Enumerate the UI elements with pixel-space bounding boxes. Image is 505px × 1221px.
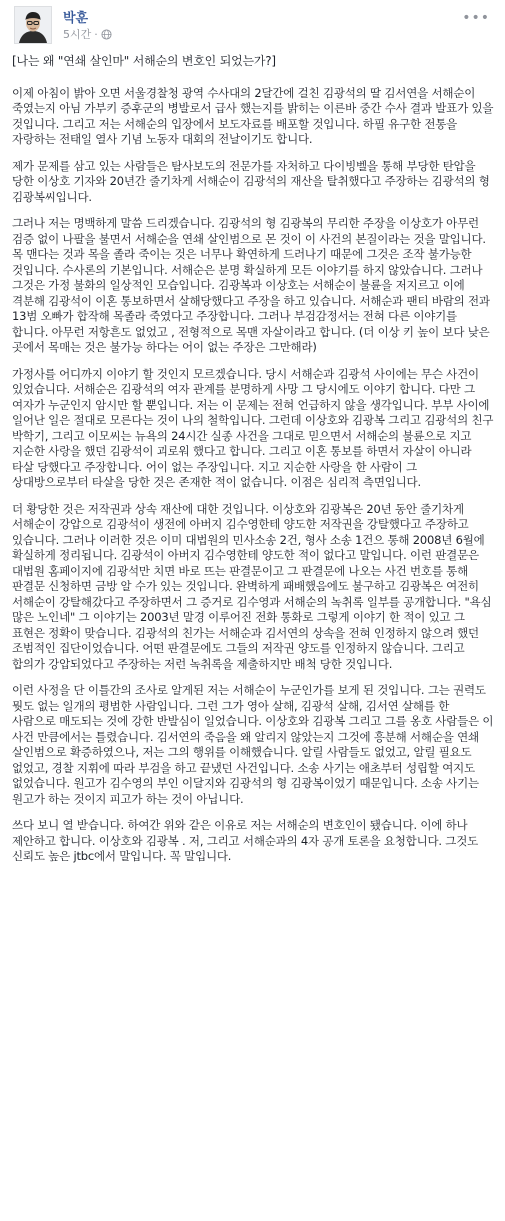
globe-icon [101, 29, 112, 40]
more-options-icon[interactable]: ••• [462, 10, 490, 26]
author-name[interactable]: 박훈 [63, 11, 89, 26]
post-paragraph-2: 제가 문제를 삼고 있는 사람들은 탐사보도의 전문가를 자처하고 다이빙벨을 통해 부당한 탄압을 당한 이상호 기자와 20년간 줄기차게 서해순이 김광석의 재산을 탈취했다고 주장하는 김광석의 형 김광복씨입니다. [12, 158, 490, 204]
post-paragraph-3: 그러나 저는 명백하게 말씀 드리겠습니다. 김광석의 형 김광복의 무리한 주장을 이상호가 아무런 검증 없이 나팔을 불면서 서해순을 연쇄 살인범으로 몬 것이 이 사건의 본질이라는 것을 말입니다. 목 맨다는 것과 목을 졸라 죽이는 것은 너무나 확연하게 드러나기 때문에 그것은 조작 불가능한 것입니다. 수사론의 기본입니다. 서해순은 분명 확실하게 모든 이야기를 하지 않았습니다. 그러나 그것은 가정 불화의 일상적인 모습입니다. 김광복과 이상호는 서해순이 불륜을 저지르고 이에 격분해 김광석이 이혼 통보하면서 살해당했다고 주장을 하고 있습니다. 서해순과 팬티 바람의 전과 13범 오빠가 합작해 목졸라 죽였다고 주장합니다. 그러나 부검감정서는 전혀 다른 이야기를 합니다. 아무런 저항흔도 없었고 , 전형적으로 목맨 자살이라고 합니다. (더 이상 키 높이 보다 낮은 곳에서 목매는 것은 불가능 하다는 어이 없는 주장은 그만해라) [12, 216, 490, 354]
profile-photo-icon [15, 7, 51, 43]
post-timestamp[interactable]: 5시간 [63, 28, 92, 41]
post-meta [63, 26, 112, 42]
post-header [9, 4, 496, 48]
post-paragraph-7: 쓰다 보니 열 받습니다. 하여간 위와 같은 이유로 저는 서해순의 변호인이 됐습니다. 이에 하나 제안하고 합니다. 이상호와 김광복 . 저, 그리고 서해순과의 4자 공개 토론을 요청합니다. 그것도 신뢰도 높은 jtbc에서 말입니다. 꼭 말입니다. [12, 818, 479, 863]
post-title: [나는 왜 "연쇄 살인마" 서해순의 변호인 되었는가?] [12, 54, 276, 68]
post-paragraph-4: 가정사를 어디까지 이야기 할 것인지 모르겠습니다. 당시 서해순과 김광석 사이에는 무슨 사건이 있었습니다. 서해순은 김광석의 여자 관계를 분명하게 사망 그 당시에도 이야기 합니다. 다만 그 여자가 누군인지 암시만 할 뿐입니다. 저는 이 문제는 전혀 언급하지 않을 생각입니다. 부부 사이에 일어난 일은 절대로 모른다는 것이 나의 철학입니다. 그런데 이상호와 김광복 그리고 김광석의 친구 박학기, 그리고 이모씨는 뉴욕의 24시간 실종 사건을 그대로 믿으면서 서해순의 불륜으로 지고 지순한 사랑을 했던 김광석이 괴로워 했다고 합니다. 그리고 이혼 통보를 하면서 자살이 아니라 타살 당했다고 주장합니다. 어이 없는 주장입니다. 지고 지순한 사랑을 한 사람이 그 상대방으로부터 타살을 당한 것은 존재한 적이 없습니다. 이점은 심리적 측면입니다. [12, 366, 494, 489]
meta-separator: · [94, 27, 98, 41]
avatar[interactable] [14, 6, 52, 44]
post-paragraph-6: 이런 사정을 단 이틀간의 조사로 알게된 저는 서해순이 누군인가를 보게 된 것입니다. 그는 권력도 뭣도 없는 일개의 평범한 사람입니다. 그런 그가 영아 살해, 김광석 살해, 김서연 살해를 한 사람으로 매도되는 것에 강한 반발심이 일었습니다. 이상호와 김광복 그리고 그를 옹호 사람들은 이 사건 만큼에서는 틀렸습니다. 김서연의 죽음을 왜 알리지 않았는지 그것에 흥분해 서해순을 연쇄 살인범으로 확증하였으나, 저는 그의 행위를 이해했습니다. 알릴 사람들도 없었고, 알릴 필요도 없었고, 경찰 지휘에 따라 부검을 하고 끝냈던 사건입니다. 소송 사기는 애초부터 성립할 여지도 없었습니다. 원고가 김수영의 부인 이달지와 김광석의 형 김광복이었기 때문입니다. 소송 사기는 원고가 하는 것이지 피고가 하는 것이 아닙니다. [12, 683, 494, 806]
post-paragraph-5: 더 황당한 것은 저작권과 상속 재산에 대한 것입니다. 이상호와 김광복은 20년 동안 줄기차게 서해순이 강압으로 김광석이 생전에 아버지 김수영한테 양도한 저작권을 강탈했다고 주장하고 있습니다. 그러나 이러한 것은 이미 대법원의 민사소송 2건, 형사 소송 1건으 통해 2008년 6월에 확실하게 정리됩니다. 김광석이 아버지 김수영한테 양도한 적이 없다고 말입니다. 이런 판결문은 대법원 홈페이지에 김광석만 치면 바로 뜨는 판결문이고 그 판결문에 나오는 사건 번호를 통해 판결문 신청하면 금방 알 수가 있는 것입니다. 완벽하게 패배했음에도 불구하고 김광복은 여전히 서해순이 강탈해갔다고 주장하면서 그 증거로 김수영과 서해순의 녹취록 일부를 공개합니다. "욕심 많은 노인네" 그 이야기는 2003년 말경 이루어진 전화 통화로 그렇게 이야기 한 적이 있고 그 표현은 정확이 맞습니다. 김광석의 친가는 서해순과 김서연의 상속을 전혀 인정하지 않으려 했던 조범적인 집단이었습니다. 어떤 판결문에도 그들의 저작권 양도를 인정하지 않습니다. 그리고 합의가 강압되었다고 주장하는 저런 녹취록을 제출하지만 배척 당한 것입니다. [12, 501, 492, 671]
post-body [9, 48, 496, 865]
post-paragraph-1: 이제 아침이 밝아 오면 서울경찰청 광역 수사대의 2달간에 걸친 김광석의 딸 김서연을 서해순이 죽였는지 아님 가부키 증후군의 병발로서 급사 했는지를 밝히는 이른바 중간 수사 결과 발표가 있을 것입니다. 그리고 저는 서해순의 입장에서 보도자료를 배포할 것입니다. 하필 유구한 전통을 자랑하는 전태일 열사 기념 노동자 대회의 전날이기도 합니다. [12, 85, 494, 146]
